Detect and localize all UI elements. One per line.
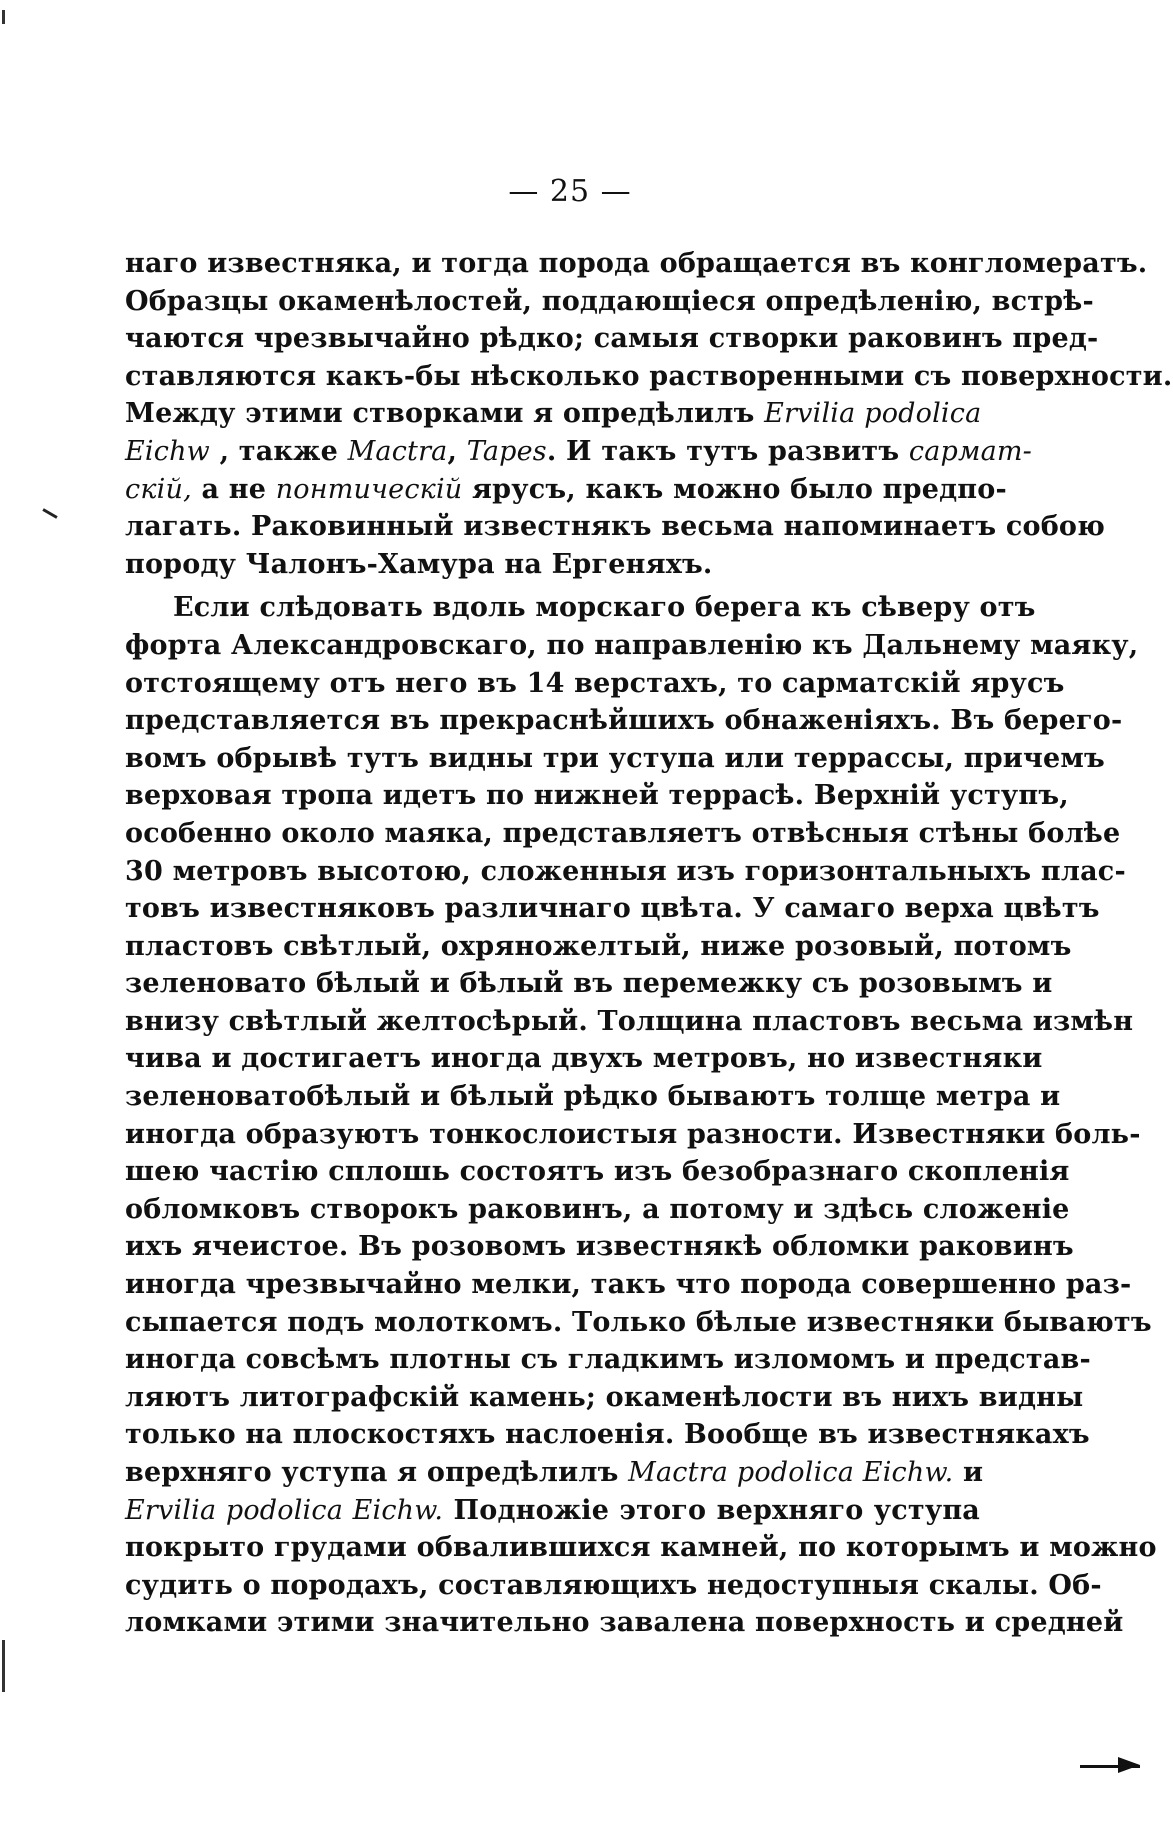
text-run: ярусъ, какъ можно было предпо- [472,473,1007,505]
stage-name: скій, [125,473,192,505]
author-name: Eichw [125,435,210,467]
text-line: особенно около маяка, представляетъ отвѣсныя стѣны болѣе [125,817,1121,849]
margin-mark [42,512,60,522]
text-line: ихъ ячеистое. Въ розовомъ известнякѣ обломки раковинъ [125,1231,1074,1263]
text-run: Между этими створками я опредѣлилъ [125,398,755,430]
text-line: зеленоватобѣлый и бѣлый рѣдко бываютъ толще метра и [125,1081,1061,1113]
edge-mark-top [2,10,5,24]
text-line: Если слѣдовать вдоль морскаго берега къ сѣверу отъ [173,592,1036,624]
text-line: только на плоскостяхъ наслоенія. Вообще въ известнякахъ [125,1419,1090,1451]
text-line: вомъ обрывѣ тутъ видны три уступа или террассы, причемъ [125,742,1105,774]
stage-name: сармат- [908,435,1033,467]
text-line: чаются чрезвычайно рѣдко; самыя створки раковинъ пред- [125,323,1099,355]
text-line: отстоящему отъ него въ 14 верстахъ, то сарматскій ярусъ [125,667,1065,699]
text-line: верховая тропа идетъ по нижней террасѣ. Верхній уступъ, [125,780,1069,812]
genus-name: Mactra [347,435,448,467]
text-line [125,395,980,433]
genus-name: Tapes [466,435,547,467]
text-run: , [447,435,458,467]
text-line: представляется въ прекраснѣйшихъ обнаженіяхъ. Въ берего- [125,705,1123,737]
text-line: иногда совсѣмъ плотны съ гладкимъ изломомъ и представ- [125,1344,1091,1376]
text-line: товъ известняковъ различнаго цвѣта. У самаго верха цвѣтъ [125,893,1100,925]
text-run: а не [201,473,267,505]
text-line [125,433,1033,471]
text-line: 30 метровъ высотою, сложенныя изъ горизонтальныхъ плас- [125,855,1126,887]
page-number: — 25 — [508,174,632,209]
species-name: Mactra podolica Eichw. [628,1457,954,1488]
text-run: верхняго уступа я опредѣлилъ [125,1457,619,1488]
text-line: покрыто грудами обвалившихся камней, по которымъ и можно [125,1532,1157,1564]
stage-name: понтическій [275,473,463,505]
text-line [125,1492,980,1530]
text-line: обломковъ створокъ раковинъ, а потому и здѣсь сложеніе [125,1193,1070,1225]
species-name: Ervilia podolica [764,398,982,430]
text-run: . И такъ тутъ развитъ [546,435,900,467]
text-line [125,471,1007,509]
species-name: Ervilia podolica Eichw. [125,1494,444,1526]
bottom-arrow-icon [1118,1757,1140,1773]
text-line [125,1454,984,1492]
text-line: иногда чрезвычайно мелки, такъ что порода совершенно раз- [125,1269,1132,1301]
text-line: иногда образуютъ тонкослоистыя разности. Известняки боль- [125,1118,1141,1150]
text-line: ставляются какъ-бы нѣсколько растворенными съ поверхности. [125,360,1173,392]
text-line: форта Александровскаго, по направленію къ Дальнему маяку, [125,629,1139,661]
text-line: лагать. Раковинный известнякъ весьма напоминаетъ собою [125,511,1106,543]
text-line: наго известняка, и тогда порода обращается въ конгломератъ. [125,248,1148,279]
text-line: породу Чалонъ-Хамура на Ергеняхъ. [125,548,713,580]
text-run: Подножіе этого верхняго уступа [453,1494,980,1526]
text-line: чива и достигаетъ иногда двухъ метровъ, но известняки [125,1043,1043,1075]
text-line: внизу свѣтлый желтосѣрый. Толщина пластовъ весьма измѣн [125,1005,1134,1037]
text-line: судить о породахъ, составляющихъ недоступныя скалы. Об- [125,1569,1102,1601]
edge-mark-bottom [2,1640,5,1692]
text-line: сыпается подъ молоткомъ. Только бѣлые известняки бываютъ [125,1306,1152,1338]
text-line: зеленовато бѣлый и бѣлый въ перемежку съ розовымъ и [125,968,1053,1000]
text-line: пластовъ свѣтлый, охряножелтый, ниже розовый, потомъ [125,930,1072,962]
text-line: ломками этими значительно завалена поверхность и средней [125,1607,1124,1639]
text-line: ляютъ литографскій камень; окаменѣлости въ нихъ видны [125,1381,1084,1413]
text-run: , также [219,435,338,467]
text-run: и [962,1457,984,1488]
text-line: Образцы окаменѣлостей, поддающіеся опредѣленію, встрѣ- [125,285,1094,317]
text-line: шею частію сплошь состоятъ изъ безобразнаго скопленія [125,1156,1070,1188]
body-text [125,245,1173,1642]
